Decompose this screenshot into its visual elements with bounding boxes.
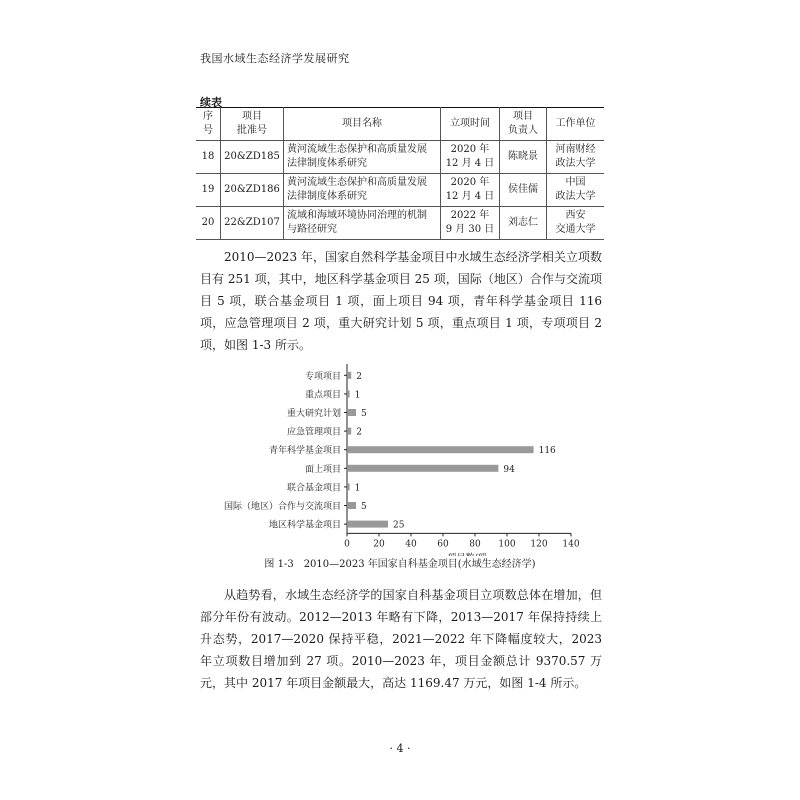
category-label: 地区科学基金项目	[268, 520, 341, 531]
row-name: 黄河流域生态保护和高质量发展 法律制度体系研究	[284, 141, 441, 174]
body-paragraph-1: 2010—2023 年，国家自然科学基金项目中水域生态经济学相关立项数目有 251 项，其中，地区科学基金项目 25 项，国际（地区）合作与交流项目 5 项，联合基金项目 1 项，面上项目 94 项，青年科学基金项目 116 项，应急管理项目 2 项，重大研究计划 5 项，重点项目 1 项，专项项目 2 项，如图 1-3 所示。	[200, 250, 602, 352]
x-tick-label: 60	[437, 539, 449, 550]
figure-caption: 图 1-3 2010—2023 年国家自科基金项目(水域生态经济学)	[264, 559, 536, 570]
data-label: 1	[354, 483, 361, 494]
page-number: · 4 ·	[389, 742, 411, 755]
category-label: 面上项目	[304, 464, 341, 475]
x-tick-label: 120	[530, 539, 548, 550]
table-row	[196, 174, 604, 207]
x-tick-label: 20	[373, 539, 385, 550]
data-label: 1	[354, 390, 361, 401]
x-tick-label: 0	[344, 539, 350, 550]
row-unit: 中国 政法大学	[547, 174, 605, 207]
category-label: 专项项目	[304, 371, 341, 382]
table-header-row	[196, 108, 604, 141]
row-unit: 西安 交通大学	[547, 207, 605, 240]
data-label: 5	[361, 502, 367, 512]
header-no: 序 号	[196, 108, 221, 141]
bar	[348, 372, 351, 379]
category-label: 重点项目	[304, 390, 341, 401]
category-label: 重大研究计划	[286, 409, 341, 419]
bar	[348, 446, 534, 453]
data-label: 116	[538, 446, 556, 457]
row-approval: 20&ZD185	[221, 141, 284, 174]
x-tick-label: 80	[469, 539, 481, 550]
bar-chart	[196, 356, 606, 576]
bar	[348, 483, 350, 490]
bar	[348, 409, 356, 416]
row-leader: 刘志仁	[500, 207, 547, 240]
bar	[348, 502, 356, 509]
x-tick-label: 40	[405, 539, 417, 550]
data-label: 2	[356, 427, 362, 438]
row-no: 19	[196, 174, 221, 207]
data-label: 94	[503, 464, 515, 475]
row-name: 流域和海域环境协同治理的机制 与路径研究	[284, 207, 441, 240]
category-label: 应急管理项目	[286, 427, 341, 438]
bar	[348, 465, 498, 472]
header-leader: 项目 负责人	[500, 108, 547, 141]
bar	[348, 521, 388, 528]
row-name: 黄河流域生态保护和高质量发展 法律制度体系研究	[284, 174, 441, 207]
bar	[348, 428, 351, 435]
category-label: 国际（地区）合作与交流项目	[223, 502, 341, 512]
row-date: 2020 年 12 月 4 日	[441, 141, 500, 174]
running-header: 我国水域生态经济学发展研究	[200, 52, 350, 65]
header-date: 立项时间	[441, 108, 500, 141]
header-name: 项目名称	[284, 108, 441, 141]
row-approval: 22&ZD107	[221, 207, 284, 240]
data-label: 25	[393, 520, 405, 531]
header-approval: 项目 批准号	[221, 108, 284, 141]
row-no: 20	[196, 207, 221, 240]
data-label: 2	[356, 371, 362, 382]
table-row	[196, 207, 604, 240]
projects-table	[196, 107, 604, 240]
row-unit: 河南财经 政法大学	[547, 141, 605, 174]
category-label: 联合基金项目	[286, 483, 341, 494]
row-date: 2020 年 12 月 4 日	[441, 174, 500, 207]
category-label: 青年科学基金项目	[268, 446, 341, 457]
row-date: 2022 年 9 月 30 日	[441, 207, 500, 240]
row-leader: 侯佳儒	[500, 174, 547, 207]
table-caption: 续表	[200, 96, 222, 109]
bar	[348, 390, 350, 397]
table-row	[196, 141, 604, 174]
body-paragraph-2: 从趋势看，水域生态经济学的国家自科基金项目立项数总体在增加，但部分年份有波动。2012—2013 年略有下降，2013—2017 年保持持续上升态势，2017—2020 保持平稳，2021—2022 年下降幅度较大，2023 年立项数目增加到 27 项。2010—2023 年，项目金额总计 9370.57 万元，其中 2017 年项目金额最大，高达 1169.47 万元，如图 1-4 所示。	[200, 588, 602, 690]
bar-chart-svg	[196, 356, 606, 556]
row-no: 18	[196, 141, 221, 174]
data-label: 5	[361, 409, 367, 419]
x-tick-label: 140	[562, 539, 580, 550]
header-unit: 工作单位	[547, 108, 605, 141]
x-tick-label: 100	[498, 539, 516, 550]
row-approval: 20&ZD186	[221, 174, 284, 207]
row-leader: 陈晓景	[500, 141, 547, 174]
